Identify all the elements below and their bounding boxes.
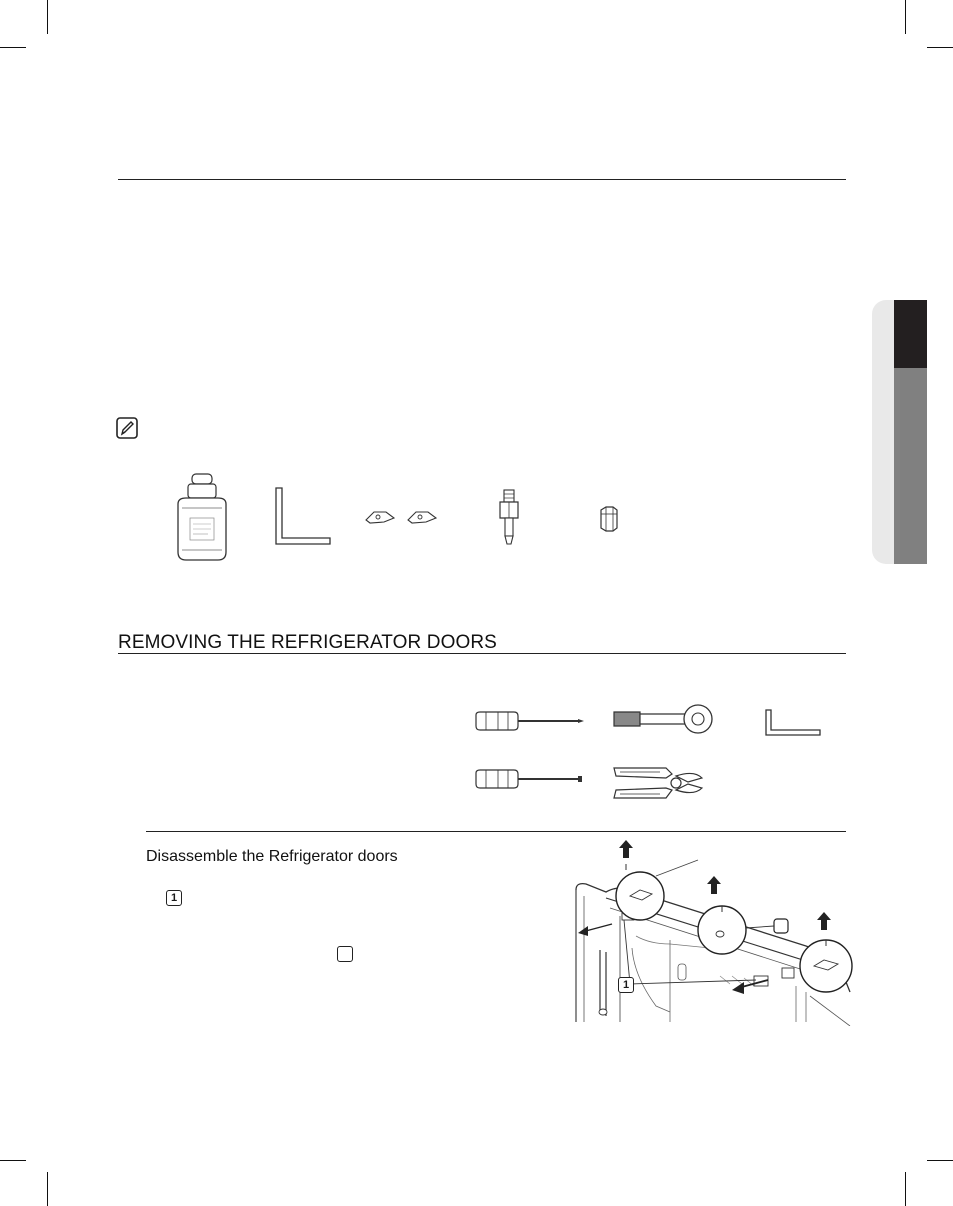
hex-key-icon	[764, 708, 822, 738]
hex-nut-icon	[598, 506, 620, 532]
flat-screwdriver-icon	[474, 768, 586, 790]
diagram-label-badge: 1	[618, 977, 634, 993]
refrigerator-top-diagram	[560, 836, 856, 1026]
note-pencil-icon	[116, 417, 138, 439]
inline-callout-box	[337, 946, 353, 962]
crop-mark-tr-h	[927, 47, 953, 48]
water-filter-icon	[174, 472, 230, 564]
side-tab-inactive	[894, 368, 927, 564]
crop-mark-br-v	[905, 1172, 906, 1206]
top-rule	[118, 179, 846, 180]
clips-icon	[364, 508, 448, 526]
crop-mark-tl-h	[0, 47, 26, 48]
side-tab-active	[894, 300, 927, 368]
crop-mark-bl-v	[47, 1172, 48, 1206]
allen-wrench-icon	[272, 486, 334, 548]
crop-mark-tr-v	[905, 0, 906, 34]
adapter-fitting-icon	[496, 488, 522, 548]
subsection-rule	[146, 831, 846, 832]
crop-mark-bl-h	[0, 1160, 26, 1161]
subsection-heading: Disassemble the Refrigerator doors	[146, 848, 398, 865]
crop-mark-tl-v	[47, 0, 48, 34]
side-tab-background	[872, 300, 896, 564]
crop-mark-br-h	[927, 1160, 953, 1161]
step-number-badge: 1	[166, 890, 182, 906]
phillips-screwdriver-icon	[474, 710, 586, 732]
section-heading: REMOVING THE REFRIGERATOR DOORS	[118, 632, 497, 653]
heading-rule	[118, 653, 846, 654]
socket-wrench-icon	[612, 702, 716, 738]
pliers-icon	[610, 762, 706, 804]
